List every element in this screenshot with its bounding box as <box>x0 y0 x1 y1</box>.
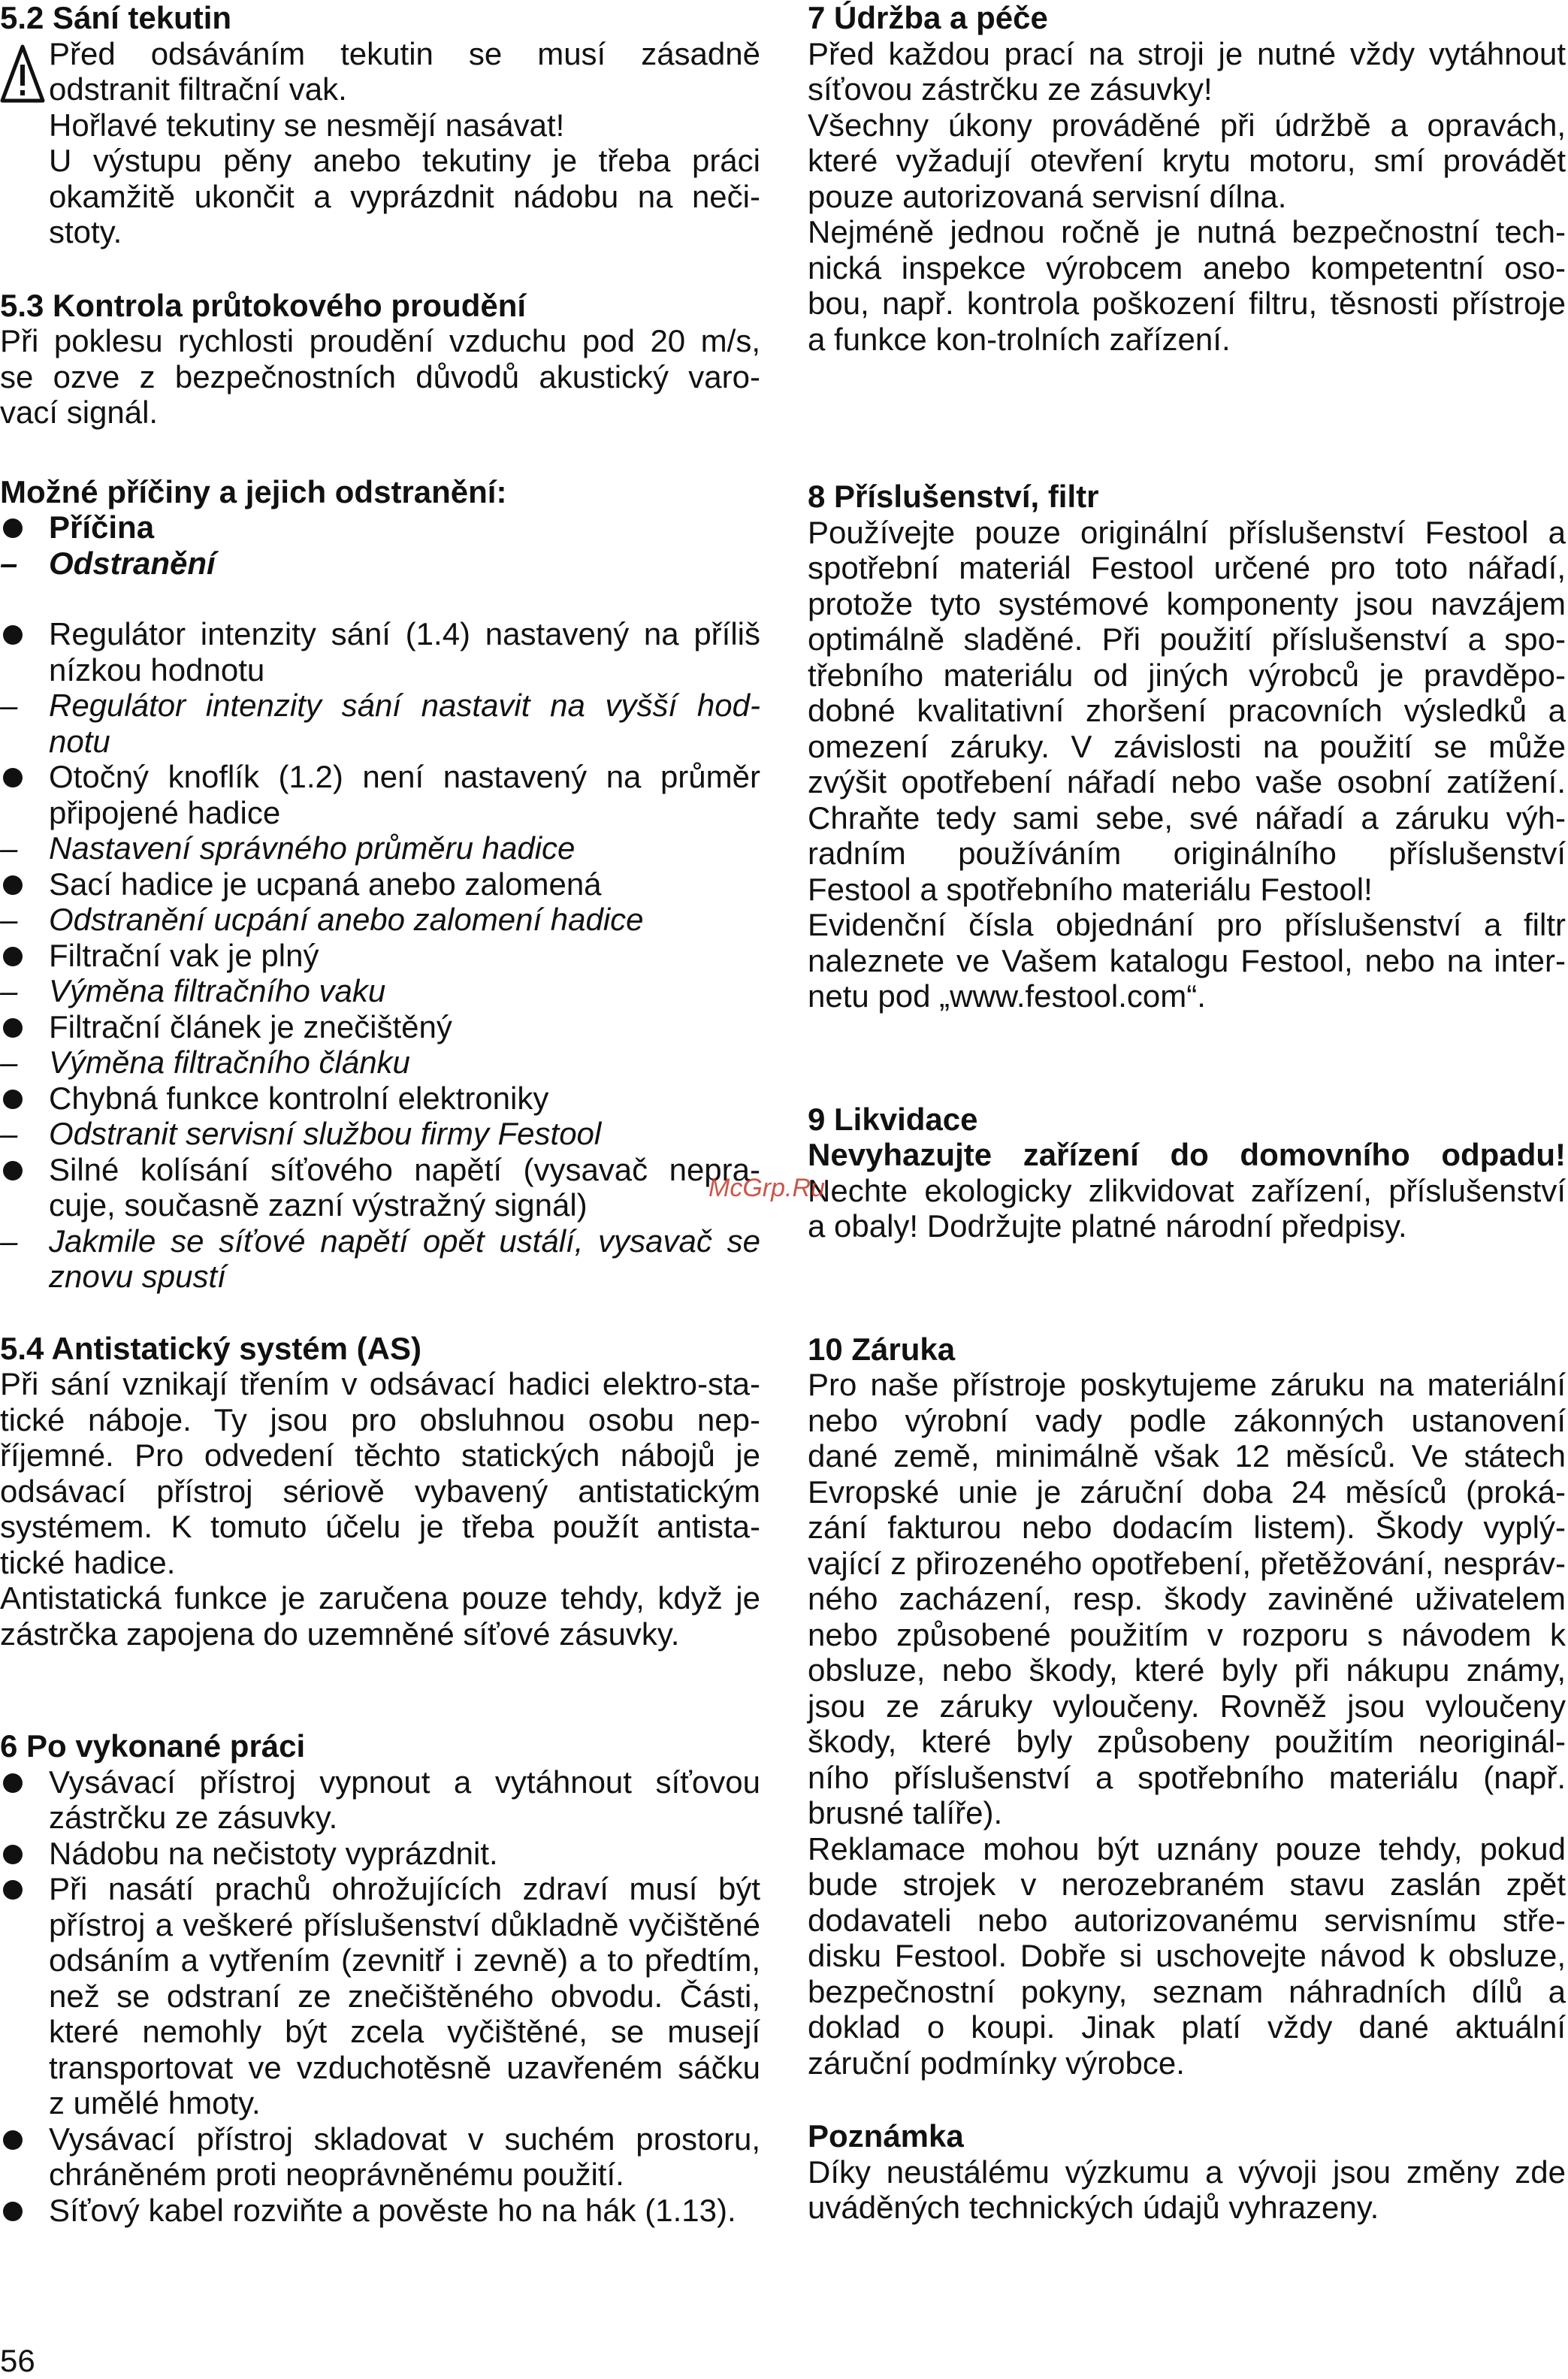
section-7 <box>808 0 1566 357</box>
note-title: Poznámka <box>808 2118 964 2154</box>
fix-6: – Odstranit servisní službou firmy Festool <box>0 1116 760 1152</box>
s8-line-11: Festool a spotřebního materiálu Festool! <box>808 871 1373 907</box>
s8-line-8: zvýšit opotřebení nářadí nebo vaše osobní zatížení. <box>808 764 1566 800</box>
fix-4: – Výměna filtračního vaku <box>0 973 760 1009</box>
s8-line-2: spotřební materiál Festool určené pro toto nářadí, <box>808 550 1566 585</box>
s7-line-4: které vyžadují otevření krytu motoru, smí provádět <box>808 143 1566 178</box>
note-line-2: uváděných technických údajů vyhrazeny. <box>808 2190 1379 2225</box>
s53-line-3: vací signál. <box>0 394 159 430</box>
s8-line-7: omezení záruky. V závislosti na použití se může <box>808 728 1566 764</box>
s8-line-6: dobné kvalitativní zhoršení pracovních výsledků a <box>808 693 1566 728</box>
right-column <box>808 0 1566 2226</box>
s6-bullet-1-line-2: zástrčku ze zásuvky. <box>49 1800 338 1835</box>
s52-line-2: odstranit filtrační vak. <box>49 71 347 107</box>
cause-7-line-1: Silné kolísání síťového napětí (vysavač nepra- <box>0 1152 760 1188</box>
s10-line-4: Evropské unie je záruční doba 24 měsíců (proká- <box>808 1474 1566 1510</box>
cause-6: Chybná funkce kontrolní elektroniky <box>0 1081 760 1117</box>
s54-line-1: Při sání vznikají třením v odsávací hadici elektro-sta- <box>0 1366 760 1401</box>
s10-line-13: brusné talíře). <box>808 1795 1003 1830</box>
cause-3: Sací hadice je ucpaná anebo zalomená <box>0 866 760 902</box>
cause-2-line-1: Otočný knoflík (1.2) není nastavený na průměr <box>0 759 760 795</box>
s7-line-2: síťovou zástrčku ze zásuvky! <box>808 71 1213 107</box>
s6-bullet-3-line-7: z umělé hmoty. <box>49 2085 261 2121</box>
fix-7-line-1: – Jakmile se síťové napětí opět ustálí, vysavač se <box>0 1223 760 1259</box>
s10-line-5: zání fakturou nebo dodacím listem). Škody vyplý- <box>808 1510 1566 1545</box>
s6-bullet-4-line-2: chráněném proti neoprávněnému použití. <box>49 2157 624 2192</box>
fix-legend: – Odstranění <box>0 546 760 582</box>
section-9-title: 9 Likvidace <box>808 1101 978 1137</box>
s6-bullet-1-line-1: Vysávací přístroj vypnout a vytáhnout síťovou <box>0 1764 760 1800</box>
fix-1-line-1: – Regulátor intenzity sání nastavit na vyšší hod- <box>0 688 760 724</box>
s10-line-11: škody, které byly způsobeny použitím neoriginál- <box>808 1724 1566 1759</box>
s53-line-2: se ozve z bezpečnostních důvodů akustický varo- <box>0 358 760 394</box>
s52-line-4: U výstupu pěny anebo tekutiny je třeba práci <box>49 143 760 178</box>
s10-line-7: ného zacházení, resp. škody zaviněné uživatelem <box>808 1581 1566 1616</box>
s52-line-3: Hořlavé tekutiny se nesmějí nasávat! <box>49 107 565 143</box>
s7-line-5: pouze autorizovaná servisní dílna. <box>808 178 1287 214</box>
watermark: McGrp.Ru <box>708 1174 825 1202</box>
s54-line-7: Antistatická funkce je zaručena pouze tehdy, když je <box>0 1580 760 1616</box>
section-10-title: 10 Záruka <box>808 1331 956 1367</box>
s6-bullet-3-line-4: než se odstraní ze znečištěného obvodu. Části, <box>49 1978 760 2014</box>
s10-line-3: dané země, minimálně však 12 měsíců. Ve státech <box>808 1438 1566 1474</box>
s7-line-6: Nejméně jednou ročně je nutná bezpečnostní tech- <box>808 214 1566 249</box>
fix-5: – Výměna filtračního článku <box>0 1044 760 1081</box>
section-5-2 <box>0 0 760 250</box>
s6-bullet-3-line-6: transportovat ve vzduchotěsně uzavřeném sáčku <box>49 2049 760 2085</box>
s6-bullet-3-line-3: odsáním a vytřením (zevnitř i zevně) a to předtím, <box>49 1942 760 1978</box>
s6-bullet-2: Nádobu na nečistoty vyprázdnit. <box>0 1836 760 1872</box>
s54-line-2: tické náboje. Ty jsou pro obsluhnou osobu nep- <box>0 1401 760 1437</box>
section-8 <box>808 479 1566 1014</box>
s10-line-19: doklad o koupi. Jinak platí vždy dané aktuální <box>808 2009 1566 2045</box>
s9-bold-line: Nevyhazujte zařízení do domovního odpadu! <box>808 1137 1566 1172</box>
s10-line-18: bezpečnostní pokyny, seznam náhradních dílů a <box>808 1973 1566 2009</box>
s6-bullet-3-line-2: přístroj a veškeré příslušenství důkladně vyčištěné <box>49 1906 760 1942</box>
s10-line-20: záruční podmínky výrobce. <box>808 2045 1185 2081</box>
s10-line-9: obsluze, nebo škody, které byly při nákupu známy, <box>808 1652 1566 1688</box>
s6-bullet-5: Síťový kabel rozviňte a pověste ho na hák (1.13). <box>0 2193 760 2229</box>
s10-line-12: ního příslušenství a spotřebního materiálu (např. <box>808 1759 1566 1795</box>
s54-line-8: zástrčka zapojena do uzemněné síťové zásuvky. <box>0 1616 680 1652</box>
s52-line-1: Před odsáváním tekutin se musí zásadně <box>49 35 760 71</box>
s54-line-5: systémem. K tomuto účelu je třeba použít antista- <box>0 1509 760 1544</box>
note-section <box>808 2118 1566 2226</box>
s10-line-2: nebo výrobní vady podle zákonných ustanovení <box>808 1402 1566 1438</box>
s7-line-7: nická inspekce výrobcem anebo kompetentní oso- <box>808 249 1566 286</box>
section-10 <box>808 1332 1566 2081</box>
s54-line-3: říjemné. Pro odvedení těchto statických nábojů je <box>0 1437 760 1473</box>
s10-line-10: jsou ze záruky vyloučeny. Rovněž jsou vyloučeny <box>808 1688 1566 1724</box>
s7-line-1: Před každou prací na stroji je nutné vždy vytáhnout <box>808 35 1566 71</box>
s7-line-9: a funkce kon-trolních zařízení. <box>808 321 1231 357</box>
s10-line-6: vající z přirozeného opotřebení, přetěžování, nespráv- <box>808 1545 1566 1581</box>
s52-line-5: okamžitě ukončit a vyprázdnit nádobu na neči- <box>49 178 760 214</box>
s9-line-2: a obaly! Dodržujte platné národní předpisy. <box>808 1208 1407 1244</box>
cause-1-line-2: nízkou hodnotu <box>49 651 265 688</box>
section-6-title: 6 Po vykonané práci <box>0 1728 306 1764</box>
s10-line-17: disku Festool. Dobře si uschovejte návod k obsluze, <box>808 1938 1566 1973</box>
left-column <box>0 0 760 2228</box>
fix-2: – Nastavení správného průměru hadice <box>0 830 760 866</box>
section-5-4-title: 5.4 Antistatický systém (AS) <box>0 1330 421 1366</box>
fix-3: – Odstranění ucpání anebo zalomení hadice <box>0 902 760 938</box>
s54-line-4: odsávací přístroj sériově vybavený antistatickým <box>0 1473 760 1509</box>
s6-bullet-3-line-1: Při nasátí prachů ohrožujících zdraví musí být <box>0 1871 760 1907</box>
s8-line-14: netu pod „www.festool.com“. <box>808 978 1206 1014</box>
s10-line-14: Reklamace mohou být uznány pouze tehdy, pokud <box>808 1830 1566 1867</box>
section-5-4 <box>0 1331 760 1652</box>
s7-line-8: bou, např. kontrola poškození filtru, těsnosti přístroje <box>808 286 1566 321</box>
s10-line-8: nebo způsobené použitím v rozporu s návodem k <box>808 1616 1566 1652</box>
s8-line-13: naleznete ve Vašem katalogu Festool, nebo na inter- <box>808 942 1566 978</box>
s8-line-4: optimálně sladěné. Při použití příslušenství a spo- <box>808 621 1566 657</box>
fix-1-line-2: notu <box>49 723 110 759</box>
s8-line-3: protože tyto systémové komponenty jsou navzájem <box>808 585 1566 621</box>
s8-line-9: Chraňte tedy sami sebe, své nářadí a záruku výh- <box>808 800 1566 836</box>
section-9 <box>808 1102 1566 1244</box>
cause-4: Filtrační vak je plný <box>0 938 760 974</box>
s10-line-1: Pro naše přístroje poskytujeme záruku na materiální <box>808 1367 1566 1402</box>
causes-title: Možné příčiny a jejich odstranění: <box>0 473 507 509</box>
causes-section <box>0 474 760 1295</box>
section-5-3-title: 5.3 Kontrola průtokového proudění <box>0 287 527 323</box>
note-line-1: Díky neustálému výzkumu a vývoji jsou změny zde <box>808 2154 1566 2190</box>
cause-5: Filtrační článek je znečištěný <box>0 1009 760 1045</box>
section-7-title: 7 Údržba a péče <box>808 0 1048 35</box>
s7-line-3: Všechny úkony prováděné při údržbě a opravách, <box>808 107 1566 143</box>
s8-line-5: třebního materiálu od jiných výrobců je pravděpo- <box>808 657 1566 693</box>
s52-line-6: stoty. <box>49 214 122 249</box>
page-number: 56 <box>0 2343 35 2378</box>
s8-line-12: Evidenční čísla objednání pro příslušenství a filtr <box>808 907 1566 942</box>
fix-7-line-2: znovu spustí <box>49 1259 226 1294</box>
s10-line-15: bude strojek v nerozebraném stavu zaslán zpět <box>808 1867 1566 1902</box>
s8-line-1: Používejte pouze originální příslušenství Festool a <box>808 514 1566 550</box>
cause-1-line-1: Regulátor intenzity sání (1.4) nastavený na příliš <box>0 616 760 652</box>
s6-bullet-3-line-5: které nemohly být zcela vyčištěné, se musejí <box>49 2014 760 2049</box>
cause-legend: Příčina <box>0 509 760 546</box>
cause-7-line-2: cuje, současně zazní výstražný signál) <box>49 1187 588 1223</box>
s8-line-10: radním používáním originálního příslušenství <box>808 836 1566 871</box>
section-5-3 <box>0 288 760 431</box>
s53-line-1: Při poklesu rychlosti proudění vzduchu pod 20 m/s, <box>0 323 760 358</box>
warning-triangle-icon <box>0 44 45 105</box>
section-8-title: 8 Příslušenství, filtr <box>808 479 1099 514</box>
section-6 <box>0 1728 760 2228</box>
s9-line-1: Nechte ekologicky zlikvidovat zařízení, příslušenství <box>808 1172 1566 1208</box>
cause-2-line-2: připojené hadice <box>49 794 281 830</box>
section-5-2-title: 5.2 Sání tekutin <box>0 0 232 35</box>
s10-line-16: dodavateli nebo autorizovanému servisnímu stře- <box>808 1902 1566 1938</box>
s54-line-6: tické hadice. <box>0 1544 176 1580</box>
s6-bullet-4-line-1: Vysávací přístroj skladovat v suchém prostoru, <box>0 2121 760 2157</box>
